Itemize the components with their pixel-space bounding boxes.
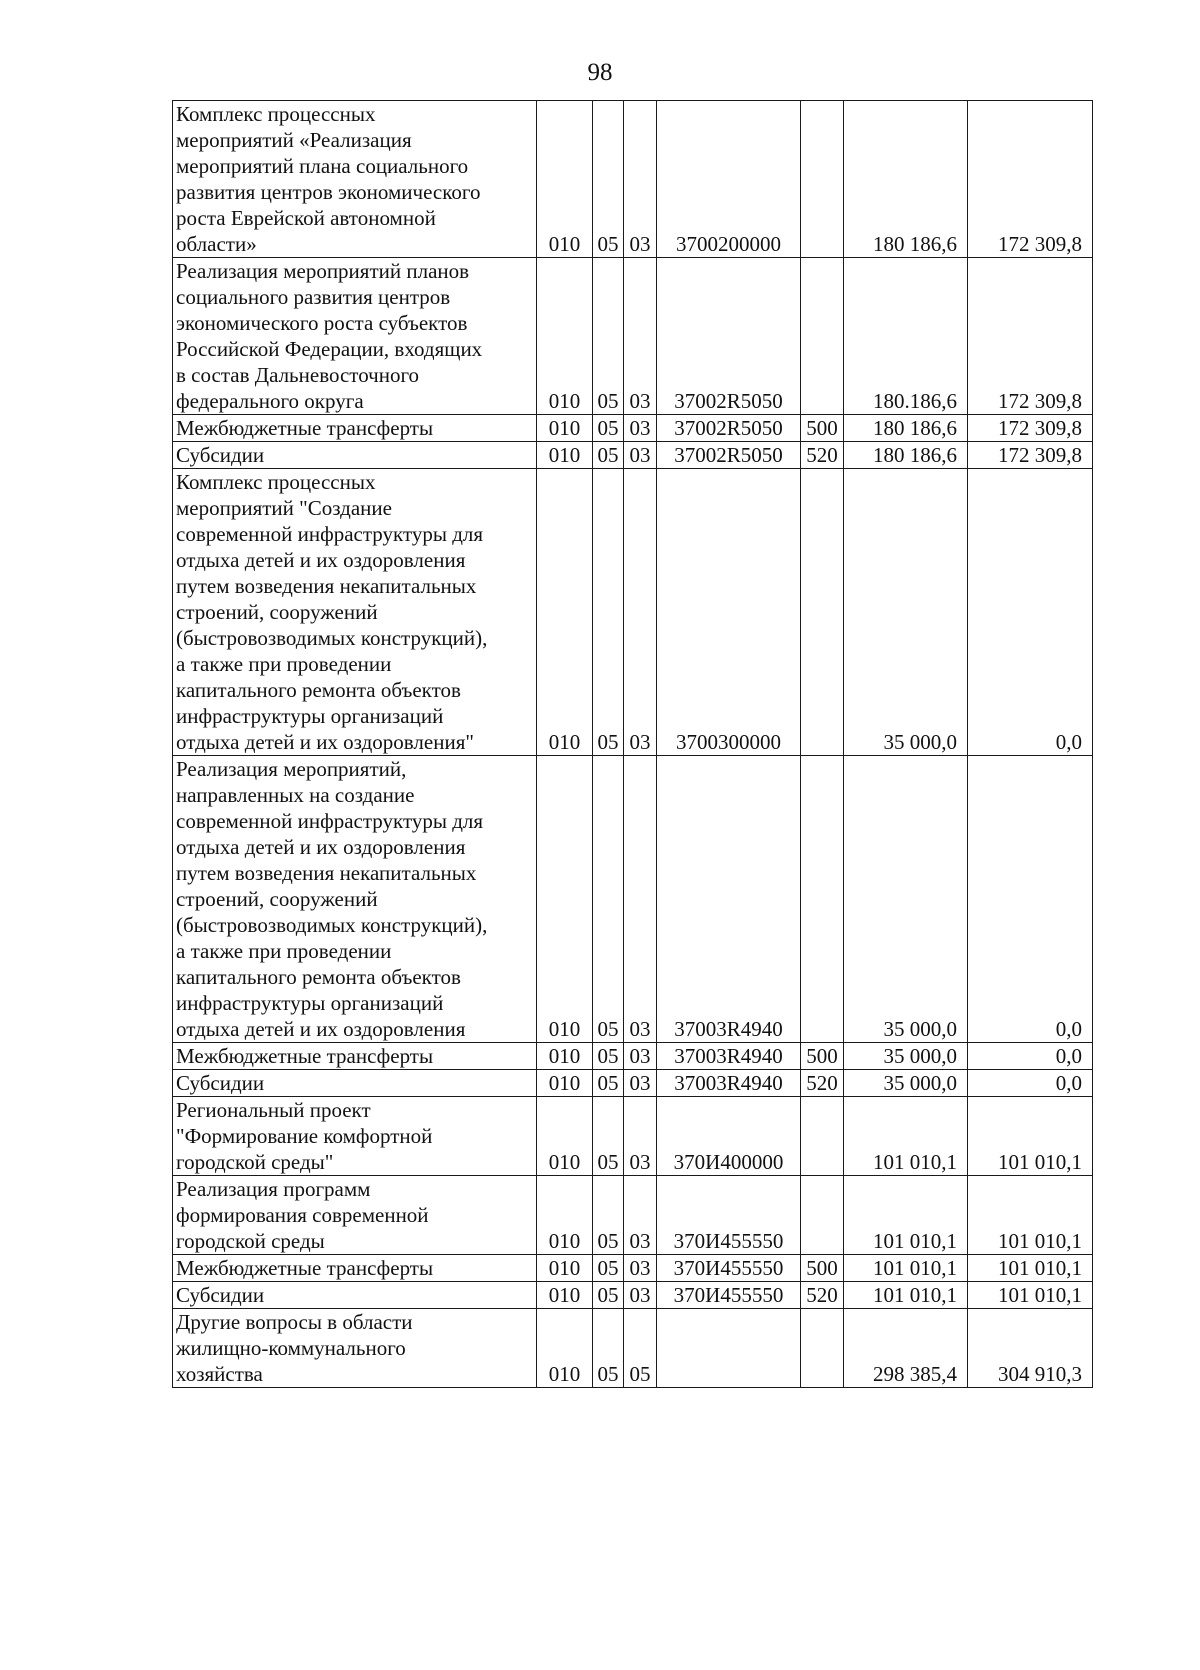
amount-year2-cell: 101 010,1	[968, 1176, 1093, 1255]
amount-year2-cell: 172 309,8	[968, 101, 1093, 258]
target-article-cell: 37002R5050	[657, 258, 801, 415]
subsection-code-cell: 03	[624, 1097, 657, 1176]
amount-year1-cell: 35 000,0	[844, 1070, 968, 1097]
amount-year2-cell: 101 010,1	[968, 1255, 1093, 1282]
amount-year1-cell: 180 186,6	[844, 101, 968, 258]
subsection-code-cell: 03	[624, 1176, 657, 1255]
section-code-cell: 05	[593, 415, 624, 442]
amount-year1-cell: 101 010,1	[844, 1282, 968, 1309]
section-code-cell: 05	[593, 1309, 624, 1388]
section-code-cell: 05	[593, 756, 624, 1043]
row-name-cell: Комплекс процессных мероприятий "Создание современной инфраструктуры для отдыха детей и их оздоровления путем возведения некапитальных строений, сооружений (быстровозводимых конструкций), а также при проведении капитального ремонта объектов инфраструктуры организаций отдыха детей и их оздоровления"	[173, 469, 537, 756]
subsection-code-cell: 03	[624, 101, 657, 258]
ministry-code-cell: 010	[537, 442, 593, 469]
expense-type-cell: 520	[801, 1282, 844, 1309]
target-article-cell: 37003R4940	[657, 1070, 801, 1097]
section-code-cell: 05	[593, 1097, 624, 1176]
ministry-code-cell: 010	[537, 1282, 593, 1309]
table-row	[173, 1282, 1093, 1309]
budget-table	[172, 100, 1093, 1388]
subsection-code-cell: 03	[624, 1282, 657, 1309]
table-row	[173, 1176, 1093, 1255]
ministry-code-cell: 010	[537, 1309, 593, 1388]
section-code-cell: 05	[593, 469, 624, 756]
row-name-cell: Комплекс процессных мероприятий «Реализация мероприятий плана социального развития центров экономического роста Еврейской автономной области»	[173, 101, 537, 258]
amount-year2-cell: 0,0	[968, 469, 1093, 756]
ministry-code-cell: 010	[537, 1070, 593, 1097]
ministry-code-cell: 010	[537, 1176, 593, 1255]
section-code-cell: 05	[593, 1282, 624, 1309]
table-row	[173, 1070, 1093, 1097]
subsection-code-cell: 03	[624, 469, 657, 756]
table-row	[173, 258, 1093, 415]
subsection-code-cell: 03	[624, 442, 657, 469]
target-article-cell: 370И455550	[657, 1176, 801, 1255]
row-name-cell: Межбюджетные трансферты	[173, 1255, 537, 1282]
ministry-code-cell: 010	[537, 415, 593, 442]
target-article-cell	[657, 1309, 801, 1388]
section-code-cell: 05	[593, 258, 624, 415]
target-article-cell: 370И400000	[657, 1097, 801, 1176]
table-body	[173, 101, 1093, 1388]
row-name-cell: Межбюджетные трансферты	[173, 1043, 537, 1070]
amount-year2-cell: 172 309,8	[968, 442, 1093, 469]
amount-year1-cell: 298 385,4	[844, 1309, 968, 1388]
amount-year2-cell: 0,0	[968, 1070, 1093, 1097]
table-row	[173, 415, 1093, 442]
table-row	[173, 1309, 1093, 1388]
target-article-cell: 37002R5050	[657, 415, 801, 442]
ministry-code-cell: 010	[537, 469, 593, 756]
ministry-code-cell: 010	[537, 258, 593, 415]
target-article-cell: 370И455550	[657, 1255, 801, 1282]
row-name-cell: Реализация программ формирования современной городской среды	[173, 1176, 537, 1255]
section-code-cell: 05	[593, 1043, 624, 1070]
row-name-cell: Другие вопросы в области жилищно-коммунального хозяйства	[173, 1309, 537, 1388]
table-row	[173, 442, 1093, 469]
expense-type-cell: 520	[801, 1070, 844, 1097]
table-row	[173, 469, 1093, 756]
amount-year2-cell: 101 010,1	[968, 1282, 1093, 1309]
amount-year1-cell: 35 000,0	[844, 469, 968, 756]
expense-type-cell	[801, 756, 844, 1043]
amount-year1-cell: 101 010,1	[844, 1176, 968, 1255]
row-name-cell: Региональный проект "Формирование комфортной городской среды"	[173, 1097, 537, 1176]
subsection-code-cell: 05	[624, 1309, 657, 1388]
amount-year1-cell: 101 010,1	[844, 1255, 968, 1282]
ministry-code-cell: 010	[537, 1097, 593, 1176]
subsection-code-cell: 03	[624, 258, 657, 415]
subsection-code-cell: 03	[624, 1070, 657, 1097]
ministry-code-cell: 010	[537, 101, 593, 258]
expense-type-cell	[801, 1309, 844, 1388]
amount-year1-cell: 101 010,1	[844, 1097, 968, 1176]
table-row	[173, 1255, 1093, 1282]
amount-year2-cell: 172 309,8	[968, 415, 1093, 442]
target-article-cell: 37003R4940	[657, 756, 801, 1043]
subsection-code-cell: 03	[624, 415, 657, 442]
expense-type-cell: 520	[801, 442, 844, 469]
row-name-cell: Межбюджетные трансферты	[173, 415, 537, 442]
table-row	[173, 1043, 1093, 1070]
amount-year1-cell: 180 186,6	[844, 415, 968, 442]
section-code-cell: 05	[593, 1255, 624, 1282]
amount-year2-cell: 101 010,1	[968, 1097, 1093, 1176]
amount-year2-cell: 0,0	[968, 1043, 1093, 1070]
row-name-cell: Субсидии	[173, 1282, 537, 1309]
amount-year2-cell: 0,0	[968, 756, 1093, 1043]
table-row	[173, 101, 1093, 258]
subsection-code-cell: 03	[624, 1255, 657, 1282]
target-article-cell: 3700300000	[657, 469, 801, 756]
row-name-cell: Субсидии	[173, 1070, 537, 1097]
expense-type-cell	[801, 469, 844, 756]
target-article-cell: 37002R5050	[657, 442, 801, 469]
target-article-cell: 370И455550	[657, 1282, 801, 1309]
amount-year1-cell: 35 000,0	[844, 756, 968, 1043]
target-article-cell: 3700200000	[657, 101, 801, 258]
expense-type-cell: 500	[801, 1255, 844, 1282]
table-row	[173, 1097, 1093, 1176]
expense-type-cell	[801, 1097, 844, 1176]
row-name-cell: Реализация мероприятий, направленных на создание современной инфраструктуры для отдыха детей и их оздоровления путем возведения некапитальных строений, сооружений (быстровозводимых конструкций), а также при проведении капитального ремонта объектов инфраструктуры организаций отдыха детей и их оздоровления	[173, 756, 537, 1043]
subsection-code-cell: 03	[624, 1043, 657, 1070]
ministry-code-cell: 010	[537, 756, 593, 1043]
row-name-cell: Реализация мероприятий планов социального развития центров экономического роста субъектов Российской Федерации, входящих в состав Дальневосточного федерального округа	[173, 258, 537, 415]
section-code-cell: 05	[593, 101, 624, 258]
expense-type-cell: 500	[801, 1043, 844, 1070]
ministry-code-cell: 010	[537, 1043, 593, 1070]
amount-year2-cell: 304 910,3	[968, 1309, 1093, 1388]
page-number: 98	[587, 59, 613, 86]
table-row	[173, 756, 1093, 1043]
expense-type-cell	[801, 1176, 844, 1255]
expense-type-cell: 500	[801, 415, 844, 442]
amount-year1-cell: 35 000,0	[844, 1043, 968, 1070]
expense-type-cell	[801, 258, 844, 415]
section-code-cell: 05	[593, 1176, 624, 1255]
subsection-code-cell: 03	[624, 756, 657, 1043]
target-article-cell: 37003R4940	[657, 1043, 801, 1070]
amount-year2-cell: 172 309,8	[968, 258, 1093, 415]
expense-type-cell	[801, 101, 844, 258]
ministry-code-cell: 010	[537, 1255, 593, 1282]
section-code-cell: 05	[593, 442, 624, 469]
row-name-cell: Субсидии	[173, 442, 537, 469]
amount-year1-cell: 180.186,6	[844, 258, 968, 415]
amount-year1-cell: 180 186,6	[844, 442, 968, 469]
section-code-cell: 05	[593, 1070, 624, 1097]
